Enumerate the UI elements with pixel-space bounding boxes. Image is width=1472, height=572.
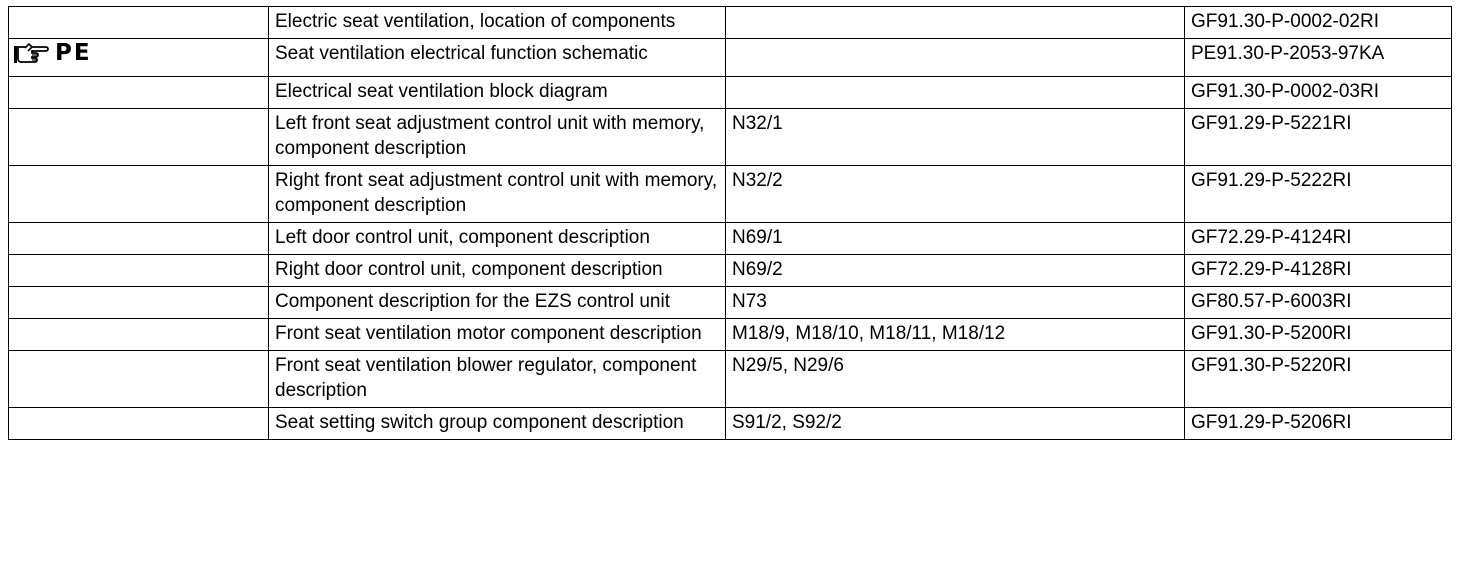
pointing-hand-icon — [13, 43, 49, 65]
document-link[interactable]: GF80.57-P-6003RI — [1185, 286, 1452, 318]
document-link[interactable]: GF91.29-P-5206RI — [1185, 407, 1452, 439]
document-link[interactable]: GF91.29-P-5221RI — [1185, 108, 1452, 165]
description-cell: Front seat ventilation blower regulator, component description — [269, 350, 726, 407]
components-cell: N69/2 — [726, 254, 1185, 286]
description-cell: Electrical seat ventilation block diagram — [269, 76, 726, 108]
description-cell: Right front seat adjustment control unit with memory, component description — [269, 165, 726, 222]
components-cell: N69/1 — [726, 222, 1185, 254]
marker-cell — [9, 76, 269, 108]
components-cell — [726, 7, 1185, 39]
marker-cell — [9, 7, 269, 39]
table-row — [9, 108, 1452, 165]
document-link[interactable]: GF91.30-P-5200RI — [1185, 318, 1452, 350]
components-cell: N32/1 — [726, 108, 1185, 165]
description-cell: Front seat ventilation motor component description — [269, 318, 726, 350]
pe-label: PE — [55, 40, 92, 66]
description-cell: Seat setting switch group component description — [269, 407, 726, 439]
components-cell: M18/9, M18/10, M18/11, M18/12 — [726, 318, 1185, 350]
components-cell — [726, 39, 1185, 77]
marker-cell — [9, 407, 269, 439]
description-cell: Right door control unit, component description — [269, 254, 726, 286]
description-cell: Electric seat ventilation, location of components — [269, 7, 726, 39]
document-link[interactable]: GF91.29-P-5222RI — [1185, 165, 1452, 222]
description-cell: Seat ventilation electrical function schematic — [269, 39, 726, 77]
description-cell: Component description for the EZS control unit — [269, 286, 726, 318]
document-link[interactable]: GF91.30-P-5220RI — [1185, 350, 1452, 407]
marker-cell — [9, 165, 269, 222]
components-cell: N32/2 — [726, 165, 1185, 222]
description-cell: Left door control unit, component description — [269, 222, 726, 254]
description-cell: Left front seat adjustment control unit with memory, component description — [269, 108, 726, 165]
table-row — [9, 76, 1452, 108]
reference-table — [8, 6, 1452, 440]
document-link[interactable]: GF91.30-P-0002-02RI — [1185, 7, 1452, 39]
marker-cell — [9, 350, 269, 407]
document-link[interactable]: GF91.30-P-0002-03RI — [1185, 76, 1452, 108]
table-row — [9, 286, 1452, 318]
components-cell: N73 — [726, 286, 1185, 318]
components-cell: S91/2, S92/2 — [726, 407, 1185, 439]
marker-cell — [9, 318, 269, 350]
document-link[interactable]: GF72.29-P-4128RI — [1185, 254, 1452, 286]
marker-cell — [9, 254, 269, 286]
marker-cell — [9, 222, 269, 254]
table-row — [9, 254, 1452, 286]
table-row — [9, 350, 1452, 407]
table-row — [9, 7, 1452, 39]
table-row — [9, 407, 1452, 439]
document-link[interactable]: PE91.30-P-2053-97KA — [1185, 39, 1452, 77]
marker-cell — [9, 39, 269, 77]
pe-marker[interactable] — [13, 41, 92, 66]
components-cell — [726, 76, 1185, 108]
document-link[interactable]: GF72.29-P-4124RI — [1185, 222, 1452, 254]
components-cell: N29/5, N29/6 — [726, 350, 1185, 407]
marker-cell — [9, 286, 269, 318]
table-row — [9, 39, 1452, 77]
table-row — [9, 222, 1452, 254]
table-row — [9, 318, 1452, 350]
marker-cell — [9, 108, 269, 165]
table-row — [9, 165, 1452, 222]
